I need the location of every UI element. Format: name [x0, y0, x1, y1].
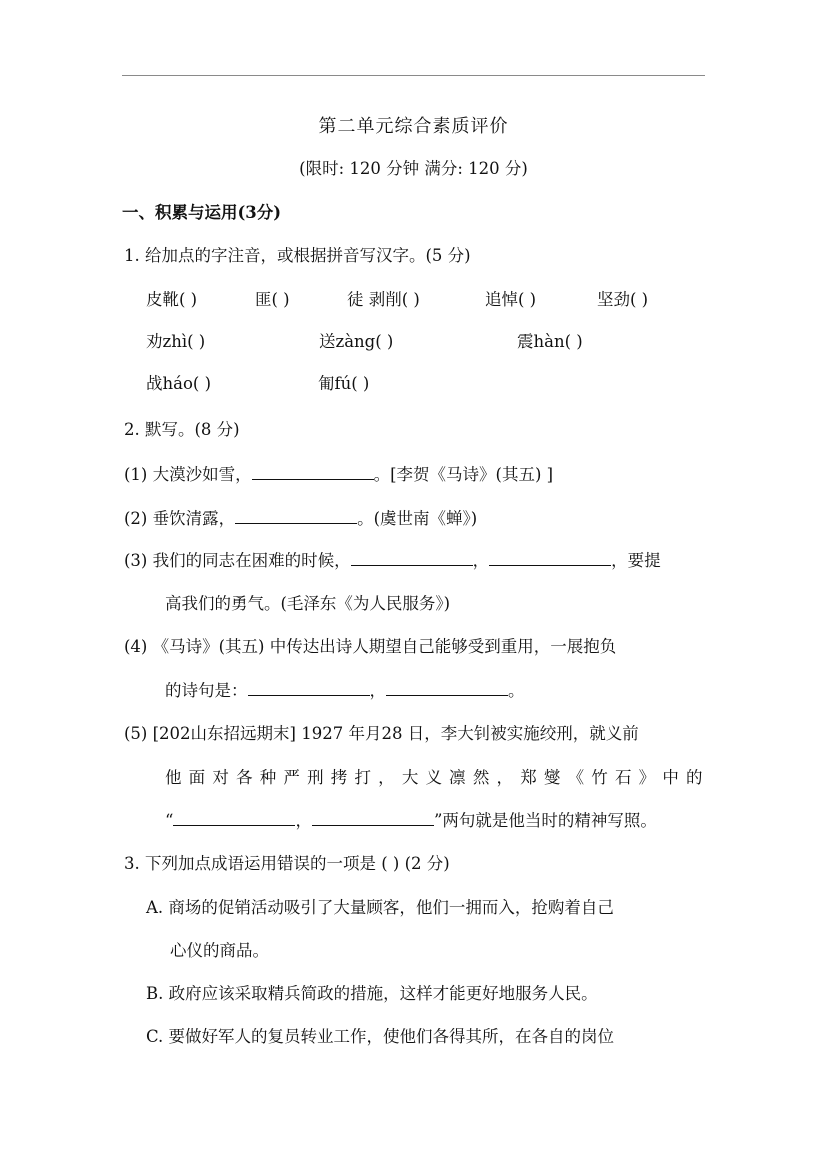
q1-row1-item: 皮靴( ): [146, 290, 198, 309]
q3-stem: 3. 下列加点成语运用错误的一项是 ( ) (2 分): [124, 854, 450, 873]
q2-item-5-line1: (5) [202山东招远期末] 1927 年月28 日，李大钊被实施绞刑，就义前: [124, 724, 639, 743]
q2-item-4-line1: (4) 《马诗》(其五) 中传达出诗人期望自己能够受到重用，一展抱负: [124, 637, 617, 656]
q1-row1-item: 徒 剥削( ): [347, 290, 420, 309]
q2-item-4-sep: ，: [369, 681, 386, 700]
header-rule: [122, 75, 705, 76]
q2-item-5-open: “: [165, 811, 174, 830]
q2-item-3-tail: ，要提: [611, 551, 661, 570]
q2-item-3-sep: ，: [472, 551, 490, 570]
q2-item-2-source: 。(虞世南《蝉》): [357, 509, 478, 528]
answer-blank[interactable]: [252, 465, 374, 480]
q3-option-a-line2: 心仪的商品。: [170, 941, 269, 960]
q1-stem: 1. 给加点的字注音，或根据拼音写汉字。(5 分): [124, 246, 471, 265]
q2-item-3: [124, 547, 661, 571]
q1-row1-item: 匪( ): [255, 290, 290, 309]
answer-blank[interactable]: [351, 551, 473, 566]
q1-row2-item: 劝zhì( ): [146, 332, 206, 351]
q1-row1-item: 坚劲( ): [597, 290, 649, 309]
q3-option-a-line1[interactable]: A. 商场的促销活动吸引了大量顾客，他们一拥而入，抢购着自己: [146, 898, 614, 917]
q2-item-1-text: (1) 大漠沙如雪，: [124, 465, 252, 484]
answer-blank[interactable]: [386, 681, 508, 696]
q2-item-3-line2: 高我们的勇气。(毛泽东《为人民服务》): [165, 594, 451, 613]
q3-option-c-line1[interactable]: C. 要做好军人的复员转业工作，使他们各得其所，在各自的岗位: [146, 1027, 615, 1046]
q2-item-5-sep: ，: [295, 811, 312, 830]
q2-item-4-line2: [165, 677, 525, 701]
answer-blank[interactable]: [489, 551, 611, 566]
q2-item-2: [124, 505, 477, 529]
q1-row3-item: 战háo( ): [146, 374, 212, 393]
q1-row3-item: 匍fú( ): [318, 374, 370, 393]
q2-item-5-tail: ”两句就是他当时的精神写照。: [433, 811, 657, 830]
answer-blank[interactable]: [248, 681, 370, 696]
q2-stem: 2. 默写。(8 分): [124, 420, 240, 439]
q3-option-b[interactable]: B. 政府应该采取精兵简政的措施，这样才能更好地服务人民。: [146, 984, 598, 1003]
section-heading: 一、积累与运用(3分): [122, 203, 282, 222]
q1-row1-item: 追悼( ): [485, 290, 537, 309]
q2-item-4-text: 的诗句是：: [165, 681, 248, 700]
q2-item-5-line3: [165, 807, 657, 831]
q2-item-5-line2: 他面对各种严刑拷打，大义凛然，郑燮《竹石》中的: [165, 768, 703, 787]
q2-item-1: [124, 461, 553, 485]
answer-blank[interactable]: [312, 811, 434, 826]
q1-row2-item: 震hàn( ): [517, 332, 583, 351]
page-title: 第二单元综合素质评价: [318, 116, 509, 137]
answer-blank[interactable]: [173, 811, 295, 826]
q1-row2-item: 送zàng( ): [319, 332, 394, 351]
q2-item-3-text: (3) 我们的同志在困难的时候，: [124, 551, 351, 570]
page-subtitle: (限时: 120 分钟 满分: 120 分): [299, 159, 528, 178]
q2-item-2-text: (2) 垂饮清露，: [124, 509, 236, 528]
q2-item-1-source: 。[李贺《马诗》(其五) ]: [373, 465, 554, 484]
q2-item-4-end: 。: [508, 681, 525, 700]
answer-blank[interactable]: [235, 509, 357, 524]
